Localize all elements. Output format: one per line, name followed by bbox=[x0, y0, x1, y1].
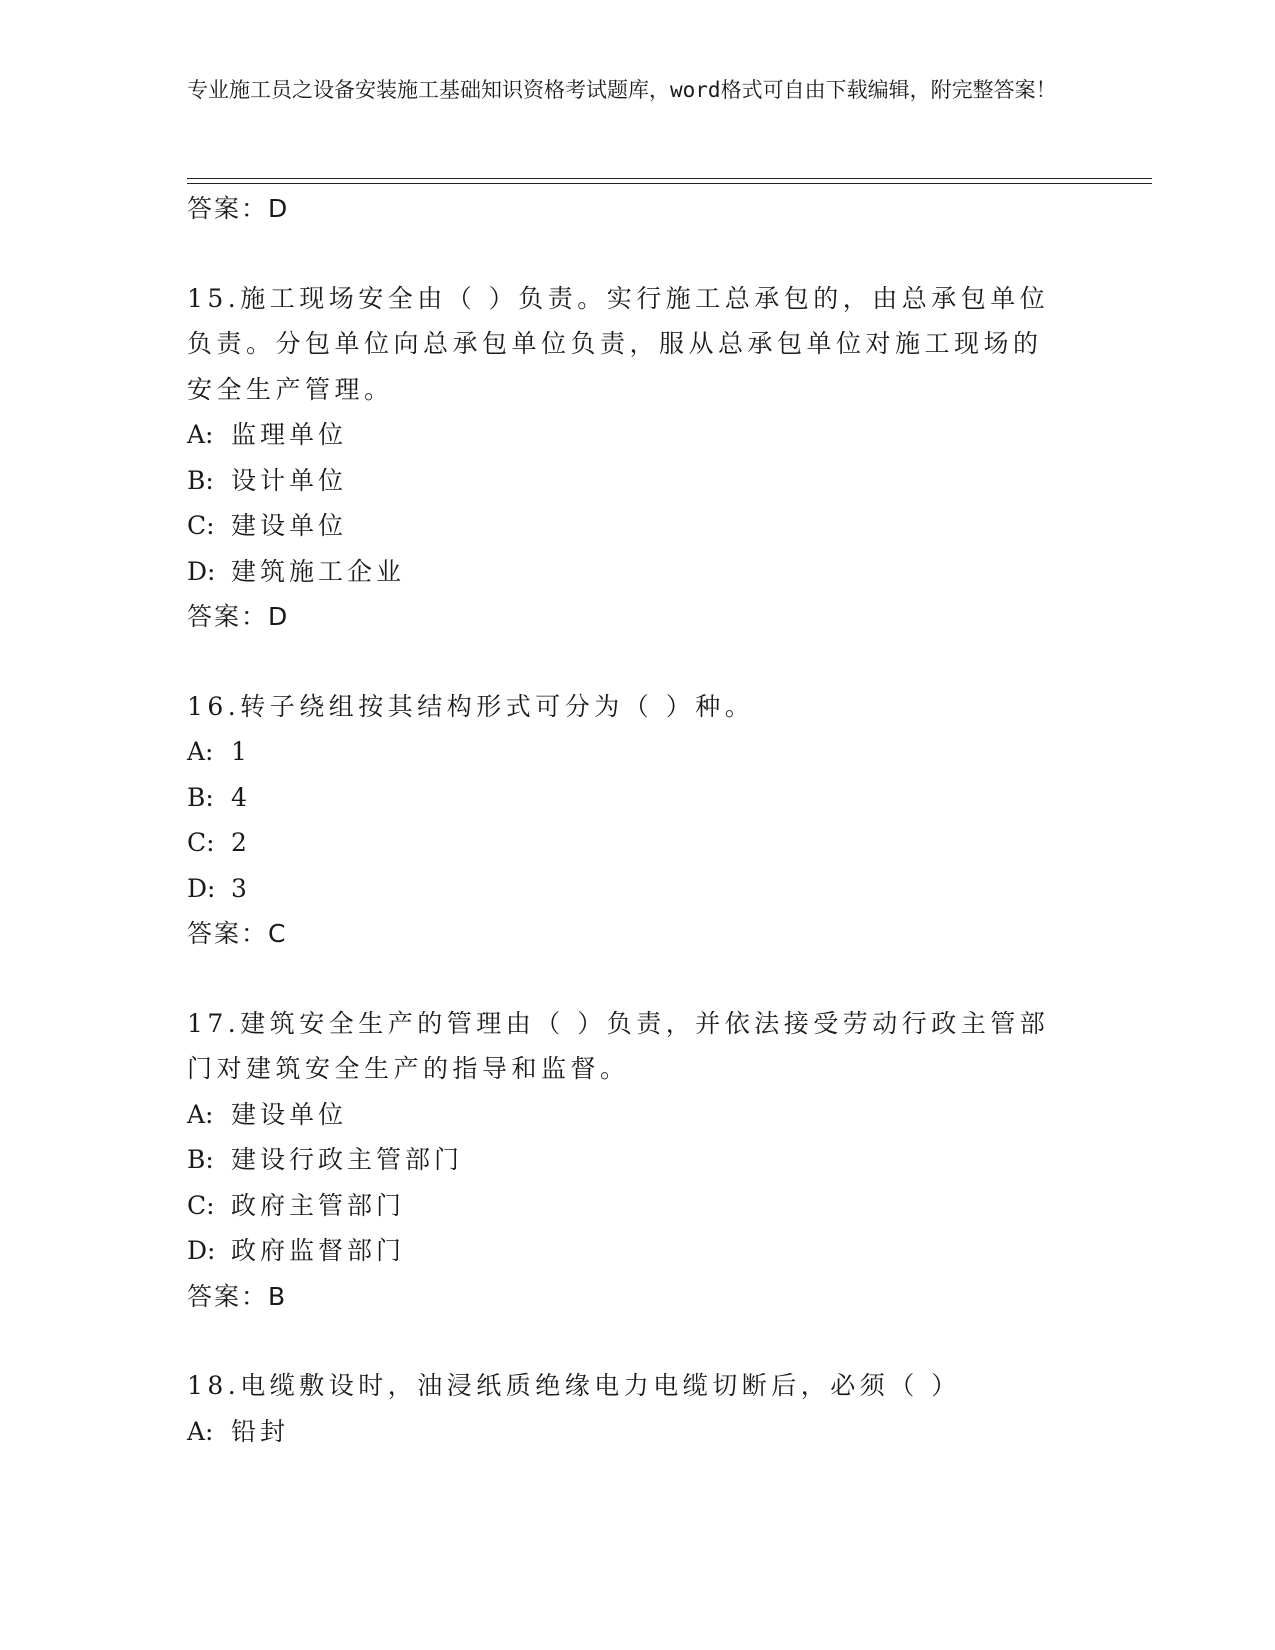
option-letter: B: bbox=[187, 782, 214, 812]
option-b bbox=[187, 1137, 1087, 1183]
option-letter: A: bbox=[187, 1416, 214, 1446]
option-a bbox=[187, 729, 1087, 775]
option-b bbox=[187, 775, 1087, 821]
option-text: 建设单位 bbox=[231, 511, 348, 540]
option-letter: A: bbox=[187, 737, 214, 766]
option-a bbox=[187, 1092, 1087, 1138]
option-text: 铅封 bbox=[231, 1416, 290, 1446]
question-block bbox=[187, 276, 1087, 640]
option-text: 3 bbox=[231, 873, 251, 903]
question-text: 15.施工现场安全由（ ）负责。实行施工总承包的，由总承包单位负责。分包单位向总承包单位负责，服从总承包单位对施工现场的安全生产管理。 bbox=[187, 283, 1050, 404]
option-text: 政府主管部门 bbox=[231, 1190, 406, 1220]
option-a bbox=[187, 412, 1087, 458]
option-text: 政府监督部门 bbox=[231, 1236, 406, 1265]
document-body bbox=[187, 186, 1087, 1454]
option-a bbox=[187, 1409, 1087, 1455]
option-text: 设计单位 bbox=[231, 465, 348, 495]
option-text: 建设单位 bbox=[231, 1099, 348, 1129]
question-text: 16.转子绕组按其结构形式可分为（ ）种。 bbox=[187, 691, 755, 721]
option-c bbox=[187, 1183, 1087, 1229]
option-b bbox=[187, 458, 1087, 504]
question-block bbox=[187, 1001, 1087, 1320]
option-letter: C: bbox=[187, 511, 215, 540]
previous-answer: 答案：D bbox=[187, 194, 290, 223]
option-letter: B: bbox=[187, 1145, 214, 1174]
answer-line: 答案：B bbox=[187, 1281, 288, 1311]
option-text: 建筑施工企业 bbox=[231, 556, 406, 586]
question-text: 18.电缆敷设时，油浸纸质绝缘电力电缆切断后，必须（ ） bbox=[187, 1371, 961, 1400]
option-d bbox=[187, 1228, 1087, 1274]
option-d bbox=[187, 549, 1087, 595]
option-letter: D: bbox=[187, 1236, 216, 1265]
option-letter: B: bbox=[187, 465, 214, 495]
option-c bbox=[187, 503, 1087, 549]
option-text: 4 bbox=[231, 782, 251, 812]
option-letter: A: bbox=[187, 1099, 214, 1129]
document-header bbox=[187, 74, 1067, 106]
option-text: 1 bbox=[231, 737, 251, 766]
header-text: 专业施工员之设备安装施工基础知识资格考试题库，word格式可自由下载编辑，附完整答案！ bbox=[187, 78, 1057, 102]
question-text: 17.建筑安全生产的管理由（ ）负责，并依法接受劳动行政主管部门对建筑安全生产的指导和监督。 bbox=[187, 1008, 1050, 1083]
option-c bbox=[187, 820, 1087, 866]
option-d bbox=[187, 866, 1087, 912]
option-text: 2 bbox=[231, 828, 251, 857]
option-letter: C: bbox=[187, 1190, 215, 1220]
question-block bbox=[187, 684, 1087, 957]
question-block bbox=[187, 1363, 1087, 1454]
answer-line: 答案：C bbox=[187, 919, 288, 948]
option-letter: D: bbox=[187, 556, 216, 586]
header-divider-top bbox=[187, 178, 1152, 179]
option-letter: A: bbox=[187, 420, 214, 449]
answer-line: 答案：D bbox=[187, 602, 290, 631]
option-text: 建设行政主管部门 bbox=[231, 1145, 464, 1174]
option-letter: D: bbox=[187, 873, 216, 903]
option-letter: C: bbox=[187, 828, 215, 857]
header-divider-bottom bbox=[187, 183, 1152, 184]
option-text: 监理单位 bbox=[231, 420, 348, 449]
